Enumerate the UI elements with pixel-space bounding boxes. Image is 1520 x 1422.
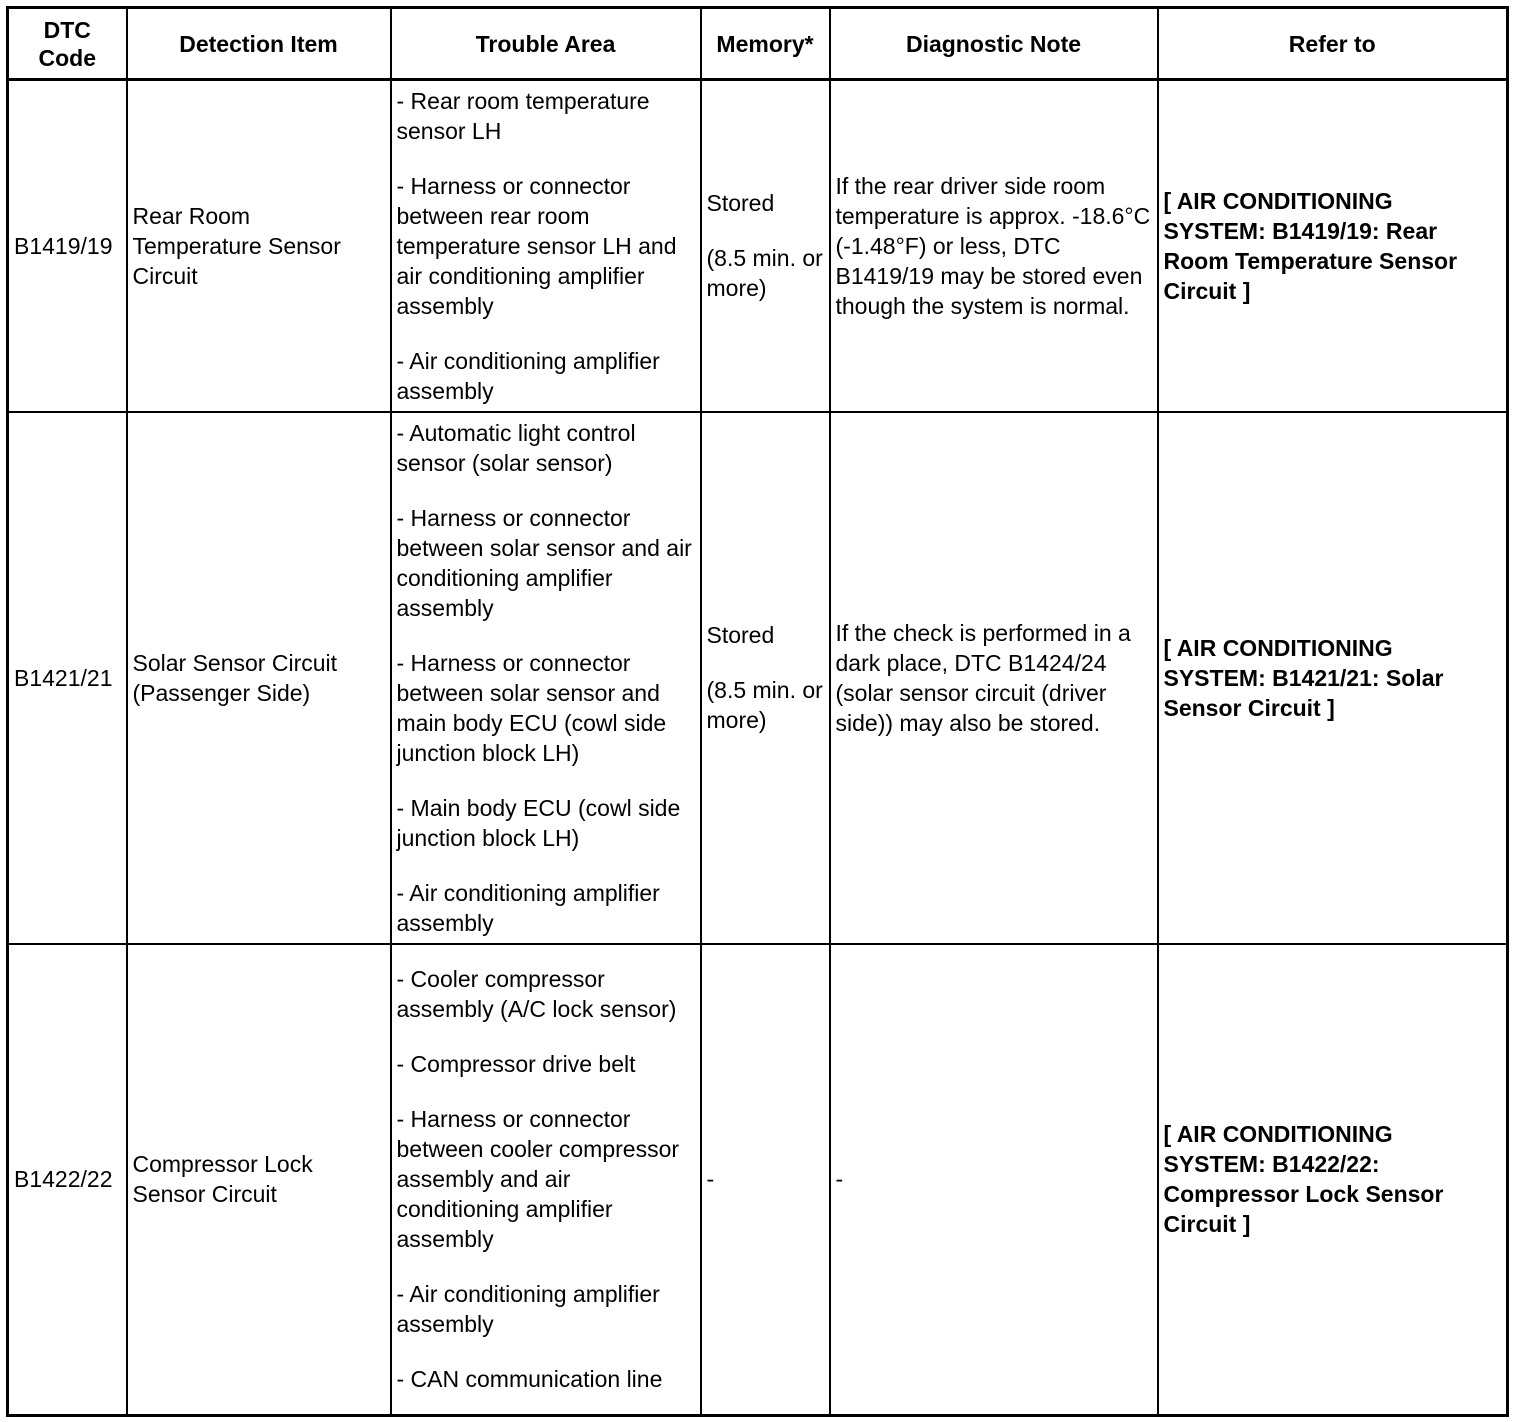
trouble-area-item: - Air conditioning amplifier assembly [396, 347, 660, 404]
trouble-area-item: - CAN communication line [396, 1366, 663, 1393]
table-row [8, 80, 1508, 412]
memory-cell [701, 412, 830, 944]
trouble-area-item: - Air conditioning amplifier assembly [396, 879, 660, 936]
memory-cell [701, 944, 830, 1416]
refer-to-link[interactable]: [ AIR CONDITIONING SYSTEM: B1422/22: Compressor Lock Sensor Circuit ] [1158, 944, 1508, 1416]
header-diagnostic-note: Diagnostic Note [830, 8, 1158, 80]
trouble-area-item: - Compressor drive belt [396, 1051, 636, 1078]
trouble-area-item: - Harness or connector between solar sensor and air conditioning amplifier assembly [396, 504, 692, 621]
trouble-area-item: - Rear room temperature sensor LH [396, 87, 650, 144]
dtc-table-page [6, 6, 1506, 1414]
trouble-area-cell [391, 80, 701, 412]
dtc-code-cell: B1422/22 [8, 944, 127, 1416]
diagnostic-note-cell: If the rear driver side room temperature is approx. -18.6°C (-1.48°F) or less, DTC B1419/19 may be stored even though the system is normal. [830, 80, 1158, 412]
dtc-code-cell: B1419/19 [8, 80, 127, 412]
trouble-area-cell [391, 412, 701, 944]
table-row [8, 412, 1508, 944]
dtc-code-cell: B1421/21 [8, 412, 127, 944]
detection-item-cell: Compressor Lock Sensor Circuit [127, 944, 391, 1416]
trouble-area-item: - Air conditioning amplifier assembly [396, 1281, 660, 1338]
trouble-area-item: - Cooler compressor assembly (A/C lock sensor) [396, 966, 677, 1023]
refer-to-link[interactable]: [ AIR CONDITIONING SYSTEM: B1421/21: Solar Sensor Circuit ] [1158, 412, 1508, 944]
trouble-area-cell [391, 944, 701, 1416]
memory-duration: (8.5 min. or more) [706, 245, 823, 302]
header-detection-item: Detection Item [127, 8, 391, 80]
diagnostic-note-cell: If the check is performed in a dark place, DTC B1424/24 (solar sensor circuit (driver side)) may also be stored. [830, 412, 1158, 944]
trouble-area-item: - Harness or connector between rear room temperature sensor LH and air conditioning amplifier assembly [396, 172, 677, 319]
memory-duration: (8.5 min. or more) [706, 677, 823, 733]
memory-cell [701, 80, 830, 412]
diagnostic-note-cell: - [830, 944, 1158, 1416]
header-dtc-code: DTC Code [8, 8, 127, 80]
refer-to-link[interactable]: [ AIR CONDITIONING SYSTEM: B1419/19: Rear Room Temperature Sensor Circuit ] [1158, 80, 1508, 412]
trouble-area-item: - Main body ECU (cowl side junction block LH) [396, 794, 681, 851]
header-refer-to: Refer to [1158, 8, 1508, 80]
memory-status: Stored [706, 190, 775, 217]
dtc-table [6, 6, 1509, 1417]
trouble-area-item: - Automatic light control sensor (solar sensor) [396, 419, 636, 476]
trouble-area-item: - Harness or connector between solar sensor and main body ECU (cowl side junction block LH) [396, 649, 667, 766]
header-trouble-area: Trouble Area [391, 8, 701, 80]
memory-status: Stored [706, 622, 775, 648]
memory-status: - [706, 1166, 715, 1193]
trouble-area-item: - Harness or connector between cooler compressor assembly and air conditioning amplifier assembly [396, 1106, 680, 1253]
header-memory: Memory* [701, 8, 830, 80]
detection-item-cell: Rear Room Temperature Sensor Circuit [127, 80, 391, 412]
table-header-row [8, 8, 1508, 80]
table-row [8, 944, 1508, 1416]
detection-item-cell: Solar Sensor Circuit (Passenger Side) [127, 412, 391, 944]
